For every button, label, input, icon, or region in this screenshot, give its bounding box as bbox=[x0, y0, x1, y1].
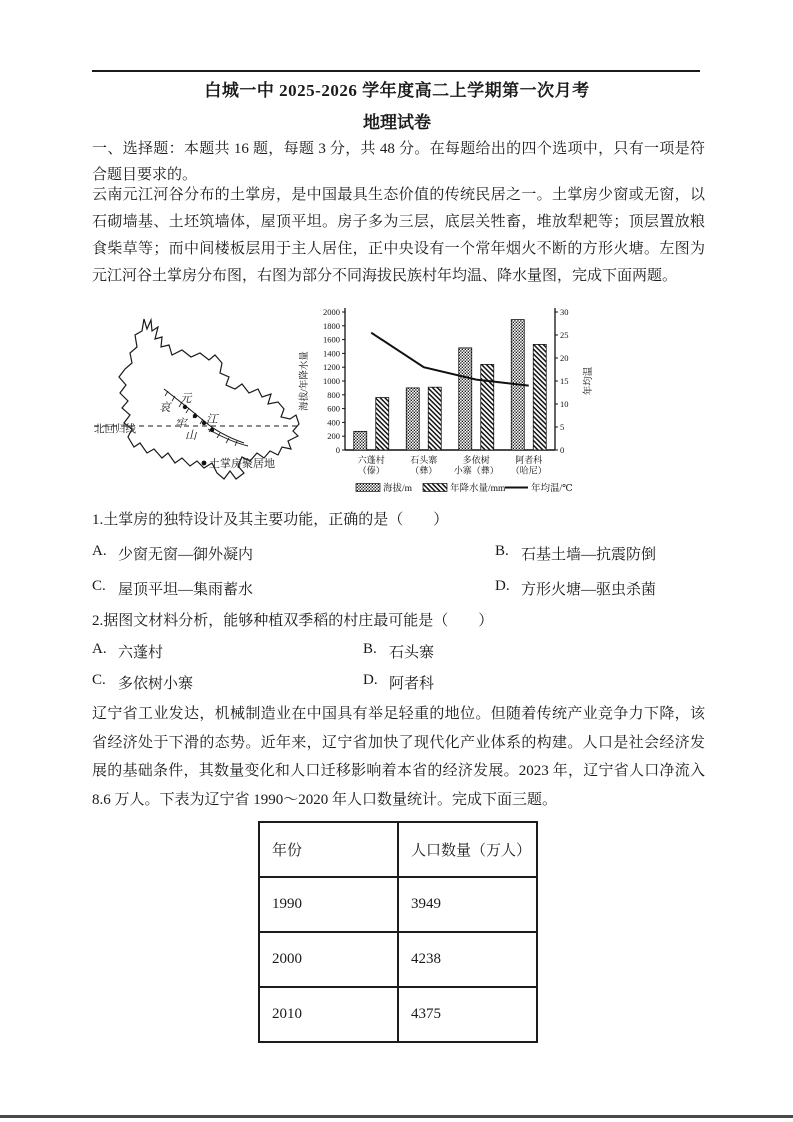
right-tick-label: 20 bbox=[560, 353, 569, 363]
right-tick-label: 5 bbox=[560, 422, 565, 432]
passage-liaoning: 辽宁省工业发达，机械制造业在中国具有举足轻重的地位。但随着传统产业竞争力下降，该省经济处于下滑的态势。近年来，辽宁省加快了现代化产业体系的构建。人口是社会经济发展的基础条件，其数量变化和人口迁移影响着本省的经济发展。2023 年，辽宁省人口净流入 8.6 万人。下表为辽宁省 1990～2020 年人口数量统计。完成下面三题。 bbox=[92, 706, 705, 808]
option-text: 阿者科 bbox=[389, 676, 435, 692]
left-tick-label: 0 bbox=[335, 445, 340, 455]
right-tick-label: 30 bbox=[560, 307, 569, 317]
map-legend-label: 土掌房聚居地 bbox=[209, 458, 275, 470]
year-cell: 2010 bbox=[259, 987, 398, 1042]
question-2-option-c bbox=[92, 672, 193, 693]
precipitation-bar bbox=[533, 344, 546, 450]
category-label: 石头寨 bbox=[410, 455, 438, 465]
question-2-stem: 2.据图文材料分析，能够种植双季稻的村庄最可能是（ ） bbox=[92, 613, 494, 629]
option-key: B. bbox=[363, 641, 377, 657]
precipitation-bar bbox=[428, 387, 441, 450]
option-text: 六蓬村 bbox=[118, 645, 164, 661]
left-tick-label: 1800 bbox=[323, 320, 340, 331]
mountain-name-labels bbox=[159, 401, 198, 442]
table-header-row bbox=[259, 822, 537, 877]
option-text: 少窗无窗—御外凝内 bbox=[118, 547, 254, 563]
option-key: D. bbox=[495, 578, 510, 594]
left-tick-label: 2000 bbox=[323, 307, 340, 317]
yunnan-map-figure bbox=[92, 303, 304, 495]
category-label: 多依树 bbox=[462, 455, 490, 465]
option-key: A. bbox=[92, 641, 107, 657]
category-label: 阿者科 bbox=[515, 455, 543, 465]
legend-label-temperature: 年均温/℃ bbox=[531, 484, 573, 494]
option-text: 方形火塘—驱虫杀菌 bbox=[521, 582, 657, 598]
yuanjiang-river bbox=[164, 389, 244, 443]
legend-swatch-precipitation bbox=[423, 484, 447, 492]
column-header-population: 人口数量（万人） bbox=[398, 822, 537, 877]
right-axis-title: 年均温 bbox=[584, 366, 594, 396]
section-header: 一、选择题：本题共 16 题，每题 3 分，共 48 分。在每题给出的四个选项中，只有一项是符合题目要求的。 bbox=[92, 141, 705, 183]
question-2-option-a bbox=[92, 641, 163, 662]
table-row bbox=[259, 932, 537, 987]
left-tick-label: 200 bbox=[327, 431, 340, 442]
svg-text:山: 山 bbox=[185, 430, 197, 442]
temperature-line bbox=[371, 333, 529, 386]
year-cell: 2000 bbox=[259, 932, 398, 987]
legend-label-precipitation: 年降水量/mm bbox=[450, 484, 506, 494]
svg-text:江: 江 bbox=[206, 414, 218, 426]
elevation-bar bbox=[459, 348, 472, 450]
question-1-stem: 1.土掌房的独特设计及其主要功能，正确的是（ ） bbox=[92, 512, 449, 528]
category-label: （彝） bbox=[410, 465, 438, 476]
option-text: 石头寨 bbox=[389, 645, 435, 661]
table-row bbox=[259, 877, 537, 932]
category-label: （哈尼） bbox=[510, 465, 547, 476]
footer-rule bbox=[0, 1115, 793, 1118]
legend-swatch-elevation bbox=[356, 484, 380, 492]
option-key: C. bbox=[92, 672, 106, 688]
map-legend-dot bbox=[202, 461, 207, 466]
left-tick-label: 1400 bbox=[323, 348, 340, 359]
tropic-of-cancer-label: 北回归线 bbox=[94, 424, 136, 435]
svg-text:元: 元 bbox=[180, 393, 192, 405]
right-tick-label: 0 bbox=[560, 445, 565, 455]
table-row bbox=[259, 987, 537, 1042]
column-header-year: 年份 bbox=[259, 822, 398, 877]
legend-label-elevation: 海拔/m bbox=[383, 484, 413, 494]
right-tick-label: 15 bbox=[560, 376, 569, 386]
left-tick-label: 1200 bbox=[323, 362, 340, 373]
question-1-option-b bbox=[495, 543, 656, 564]
svg-text:牢: 牢 bbox=[175, 418, 187, 430]
climate-chart bbox=[298, 305, 604, 505]
right-tick-label: 10 bbox=[560, 399, 569, 409]
population-cell: 4238 bbox=[398, 932, 537, 987]
option-text: 多依树小寨 bbox=[118, 676, 194, 692]
option-key: C. bbox=[92, 578, 106, 594]
left-tick-label: 400 bbox=[327, 417, 340, 428]
passage-tuzhangfang: 云南元江河谷分布的土掌房，是中国最具生态价值的传统民居之一。土掌房少窗或无窗，以石砌墙基、土坯筑墙体，屋顶平坦。房子多为三层，底层关牲畜，堆放犁耙等；顶层置放粮食柴草等；而中间楼板层用于主人居住，正中央设有一个常年烟火不断的方形火塘。左图为元江河谷土掌房分布图，右图为部分不同海拔民族村年均温、降水量图，完成下面两题。 bbox=[92, 187, 705, 284]
svg-text:哀: 哀 bbox=[159, 402, 171, 414]
river-south-bank bbox=[208, 429, 248, 446]
left-tick-label: 600 bbox=[327, 403, 340, 414]
left-tick-label: 1600 bbox=[323, 334, 340, 345]
left-axis-title: 海拔/年降水量 bbox=[300, 351, 310, 411]
elevation-bar bbox=[354, 431, 367, 450]
precipitation-bar bbox=[481, 364, 494, 450]
year-cell: 1990 bbox=[259, 877, 398, 932]
option-text: 石基土墙—抗震防倒 bbox=[521, 547, 657, 563]
header-rule bbox=[92, 70, 700, 72]
option-key: D. bbox=[363, 672, 378, 688]
question-1-option-a bbox=[92, 543, 253, 564]
category-label: （傣） bbox=[357, 465, 385, 476]
right-tick-label: 25 bbox=[560, 330, 569, 340]
page-title: 白城一中 2025-2026 学年度高二上学期第一次月考 bbox=[204, 81, 590, 100]
category-label: 小寨（彝） bbox=[453, 465, 499, 476]
precipitation-bar bbox=[376, 398, 389, 450]
yunnan-province-outline bbox=[119, 319, 299, 479]
population-cell: 3949 bbox=[398, 877, 537, 932]
option-key: A. bbox=[92, 543, 107, 559]
category-label: 六蓬村 bbox=[357, 455, 385, 465]
left-tick-label: 800 bbox=[327, 389, 340, 400]
question-2-option-b bbox=[363, 641, 434, 662]
question-2-option-d bbox=[363, 672, 434, 693]
option-key: B. bbox=[495, 543, 509, 559]
question-1-option-d bbox=[495, 578, 656, 599]
option-text: 屋顶平坦—集雨蓄水 bbox=[118, 582, 254, 598]
left-tick-label: 1000 bbox=[323, 376, 340, 386]
population-table bbox=[258, 821, 538, 1043]
question-1-option-c bbox=[92, 578, 253, 599]
page-subtitle: 地理试卷 bbox=[363, 113, 431, 132]
elevation-bar bbox=[406, 388, 419, 450]
population-cell: 4375 bbox=[398, 987, 537, 1042]
